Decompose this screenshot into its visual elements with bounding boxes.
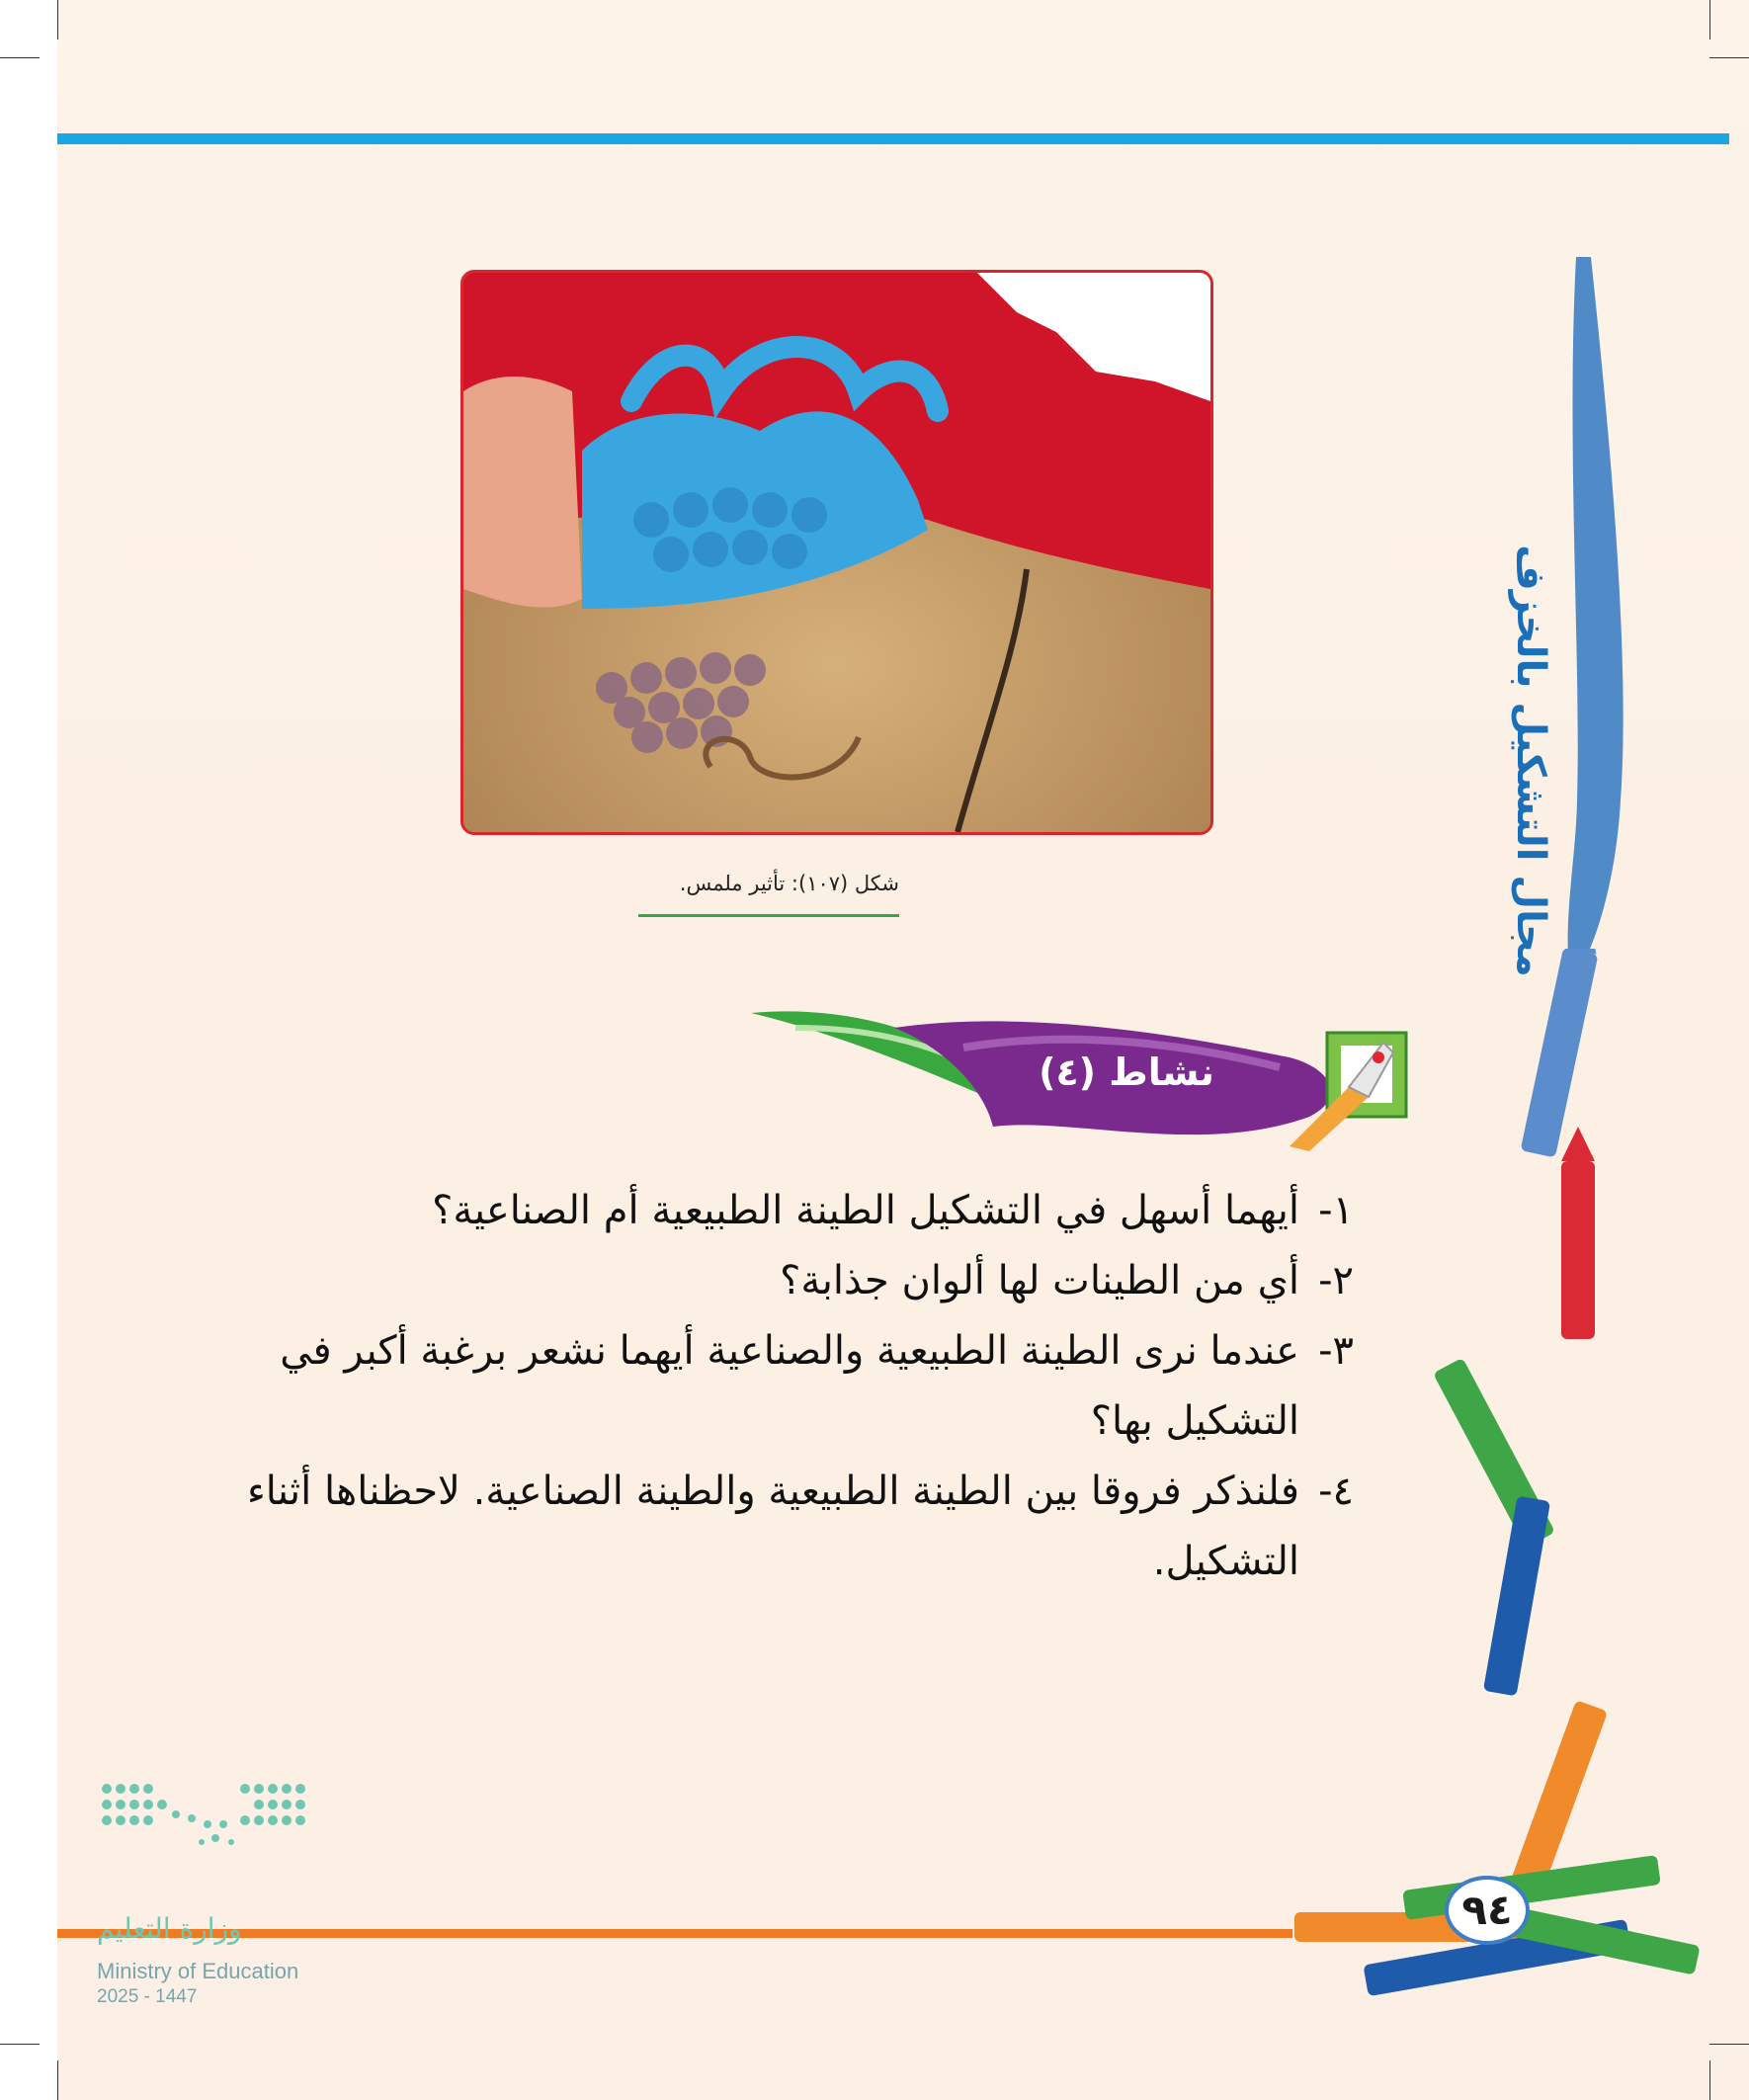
clay-stamp-photo-image — [463, 273, 1210, 832]
top-rule — [57, 133, 1729, 144]
crop-mark — [1709, 57, 1749, 58]
question-item — [227, 1457, 1354, 1597]
crayon-decoration — [1245, 949, 1749, 2006]
crayon-icon — [1483, 1496, 1550, 1697]
crayon-icon — [1521, 949, 1605, 1157]
page-number: ٩٤ — [1445, 1876, 1530, 1945]
crop-mark — [1709, 2060, 1710, 2100]
question-item — [227, 1246, 1354, 1316]
activity-questions — [227, 1176, 1354, 1597]
ministry-name-ar: وزارة التعليم — [97, 1912, 242, 1945]
section-title: مجال التشكيل بالخزف — [1508, 545, 1553, 977]
caption-underline — [638, 914, 899, 917]
crop-mark — [57, 2060, 58, 2100]
crop-mark — [57, 0, 58, 40]
question-text: عندما نرى الطينة الطبيعية والصناعية أيهما نشعر برغبة أكبر في التشكيل بها؟ — [280, 1328, 1299, 1444]
question-item — [227, 1176, 1354, 1246]
crayon-icon — [1561, 1127, 1595, 1339]
crop-mark — [0, 57, 40, 58]
crop-mark — [0, 2044, 40, 2045]
figure-caption: شكل (١٠٧): تأثير ملمس. — [679, 872, 899, 895]
question-number: ٢- — [1318, 1258, 1354, 1303]
crop-mark — [1709, 2044, 1749, 2045]
question-number: ٤- — [1318, 1469, 1354, 1514]
question-text: أيهما أسهل في التشكيل الطينة الطبيعية أم الصناعية؟ — [432, 1188, 1299, 1233]
question-text: أي من الطينات لها ألوان جذابة؟ — [780, 1258, 1299, 1303]
question-item — [227, 1316, 1354, 1457]
crop-mark — [1709, 0, 1710, 40]
ministry-name-en: Ministry of Education — [97, 1959, 299, 1983]
question-text: فلنذكر فروقا بين الطينة الطبيعية والطينة الصناعية. لاحظناها أثناء التشكيل. — [246, 1469, 1299, 1584]
question-number: ٣- — [1318, 1328, 1354, 1374]
ministry-year: 2025 - 1447 — [97, 1986, 198, 2007]
activity-title: نشاط (٤) — [1039, 1050, 1214, 1094]
figure-photo — [460, 270, 1213, 835]
question-number: ١- — [1318, 1188, 1354, 1233]
